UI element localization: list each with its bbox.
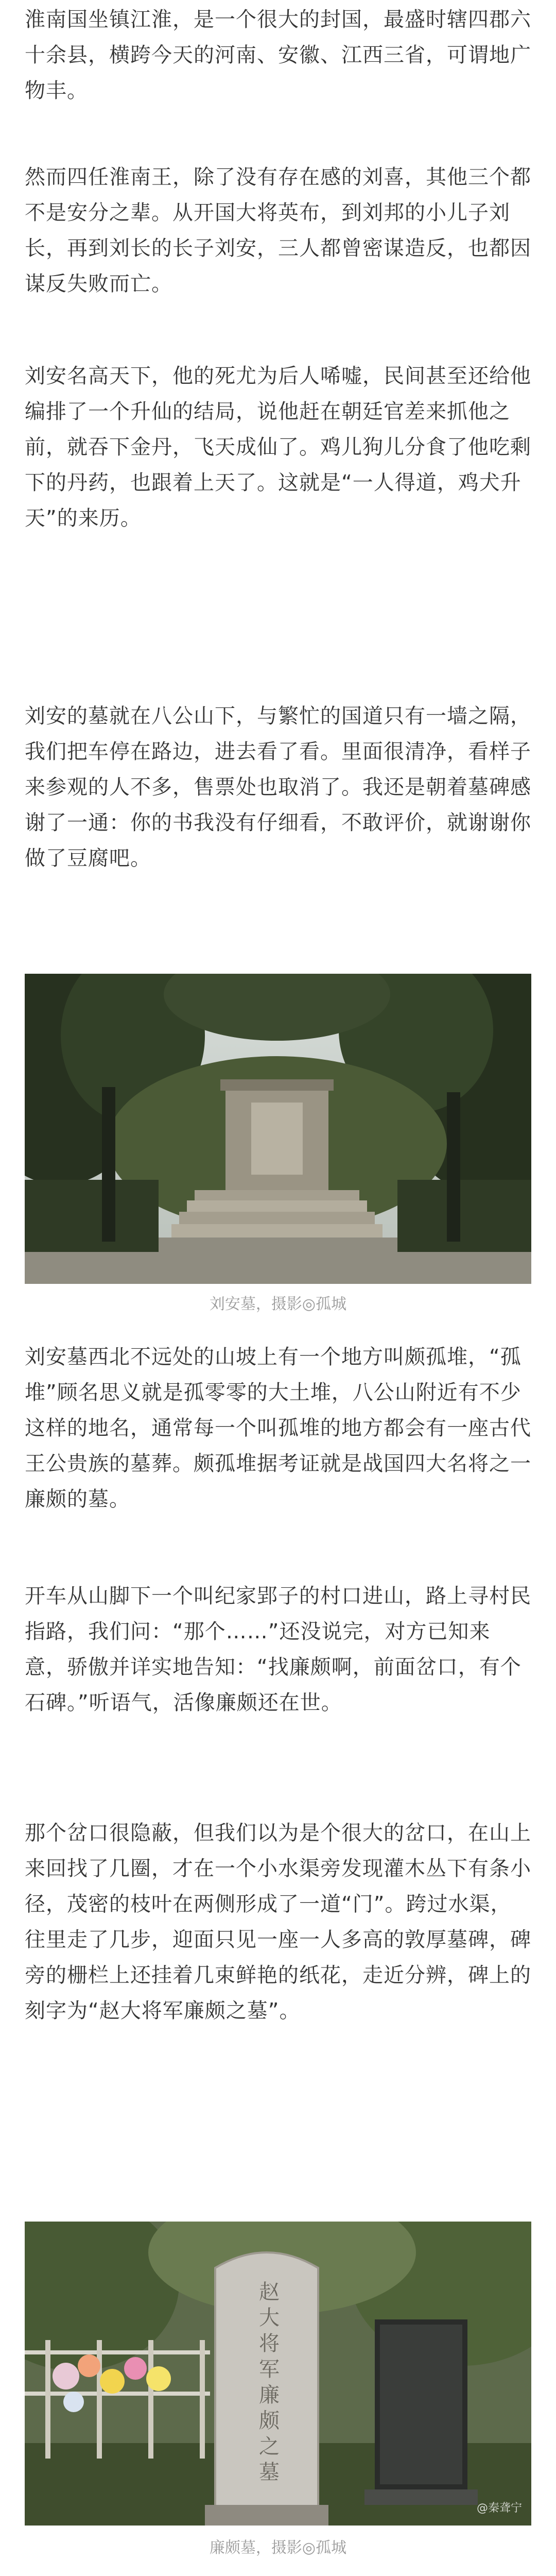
paragraph: 然而四任淮南王，除了没有存在感的刘喜，其他三个都不是安分之辈。从开国大将英布，到刘邦的小儿子刘长，再到刘长的长子刘安，三人都曾密谋造反，也都因谋反失败而亡。 (25, 165, 531, 296)
tomb-photo (25, 974, 531, 1284)
photo-caption: 刘安墓，摄影◎孤城 (209, 1295, 347, 1313)
svg-text:颇: 颇 (259, 2409, 280, 2433)
paragraph: 刘安名高天下，他的死尤为后人唏嘘，民间甚至还给他编排了一个升仙的结局，说他赶在朝廷官差来抓他之前，就吞下金丹，飞天成仙了。鸡儿狗儿分食了他吃剩下的丹药，也跟着上天了。这就是“一人得道，鸡犬升天”的来历。 (25, 364, 531, 530)
svg-text:大: 大 (259, 2306, 280, 2330)
paragraph: 淮南国坐镇江淮，是一个很大的封国，最盛时辖四郡六十余县，横跨今天的河南、安徽、江西三省，可谓地广物丰。 (25, 8, 531, 103)
photo-caption: 廉颇墓，摄影◎孤城 (209, 2539, 347, 2557)
photo-watermark: @秦聋宁 (476, 2502, 522, 2515)
svg-text:赵: 赵 (259, 2280, 280, 2304)
svg-text:将: 将 (259, 2332, 280, 2355)
svg-text:廉: 廉 (259, 2383, 280, 2407)
stele-photo (25, 2222, 531, 2526)
paragraph: 刘安墓西北不远处的山坡上有一个地方叫颇孤堆，“孤堆”顾名思义就是孤零零的大土堆，八公山附近有不少这样的地名，通常每一个叫孤堆的地方都会有一座古代王公贵族的墓葬。颇孤堆据考证就是战国四大名将之一廉颇的墓。 (25, 1345, 531, 1511)
svg-text:之: 之 (259, 2435, 280, 2459)
svg-text:军: 军 (259, 2358, 280, 2381)
paragraph: 那个岔口很隐蔽，但我们以为是个很大的岔口，在山上来回找了几圈，才在一个小水渠旁发现灌木丛下有条小径，茂密的枝叶在两侧形成了一道“门”。跨过水渠，往里走了几步，迎面只见一座一人多高的敦厚墓碑，碑旁的栅栏上还挂着几束鲜艳的纸花，走近分辨，碑上的刻字为“赵大将军廉颇之墓”。 (25, 1821, 531, 2023)
paragraph: 开车从山脚下一个叫纪家郢子的村口进山，路上寻村民指路，我们问：“那个……”还没说完，对方已知来意，骄傲并详实地告知：“找廉颇啊，前面岔口，有个石碑。”听语气，活像廉颇还在世。 (25, 1584, 531, 1715)
svg-text:墓: 墓 (259, 2461, 280, 2484)
paragraph: 刘安的墓就在八公山下，与繁忙的国道只有一墙之隔，我们把车停在路边，进去看了看。里面很清净，看样子来参观的人不多，售票处也取消了。我还是朝着墓碑感谢了一通：你的书我没有仔细看，不敢评价，就谢谢你做了豆腐吧。 (25, 704, 531, 870)
